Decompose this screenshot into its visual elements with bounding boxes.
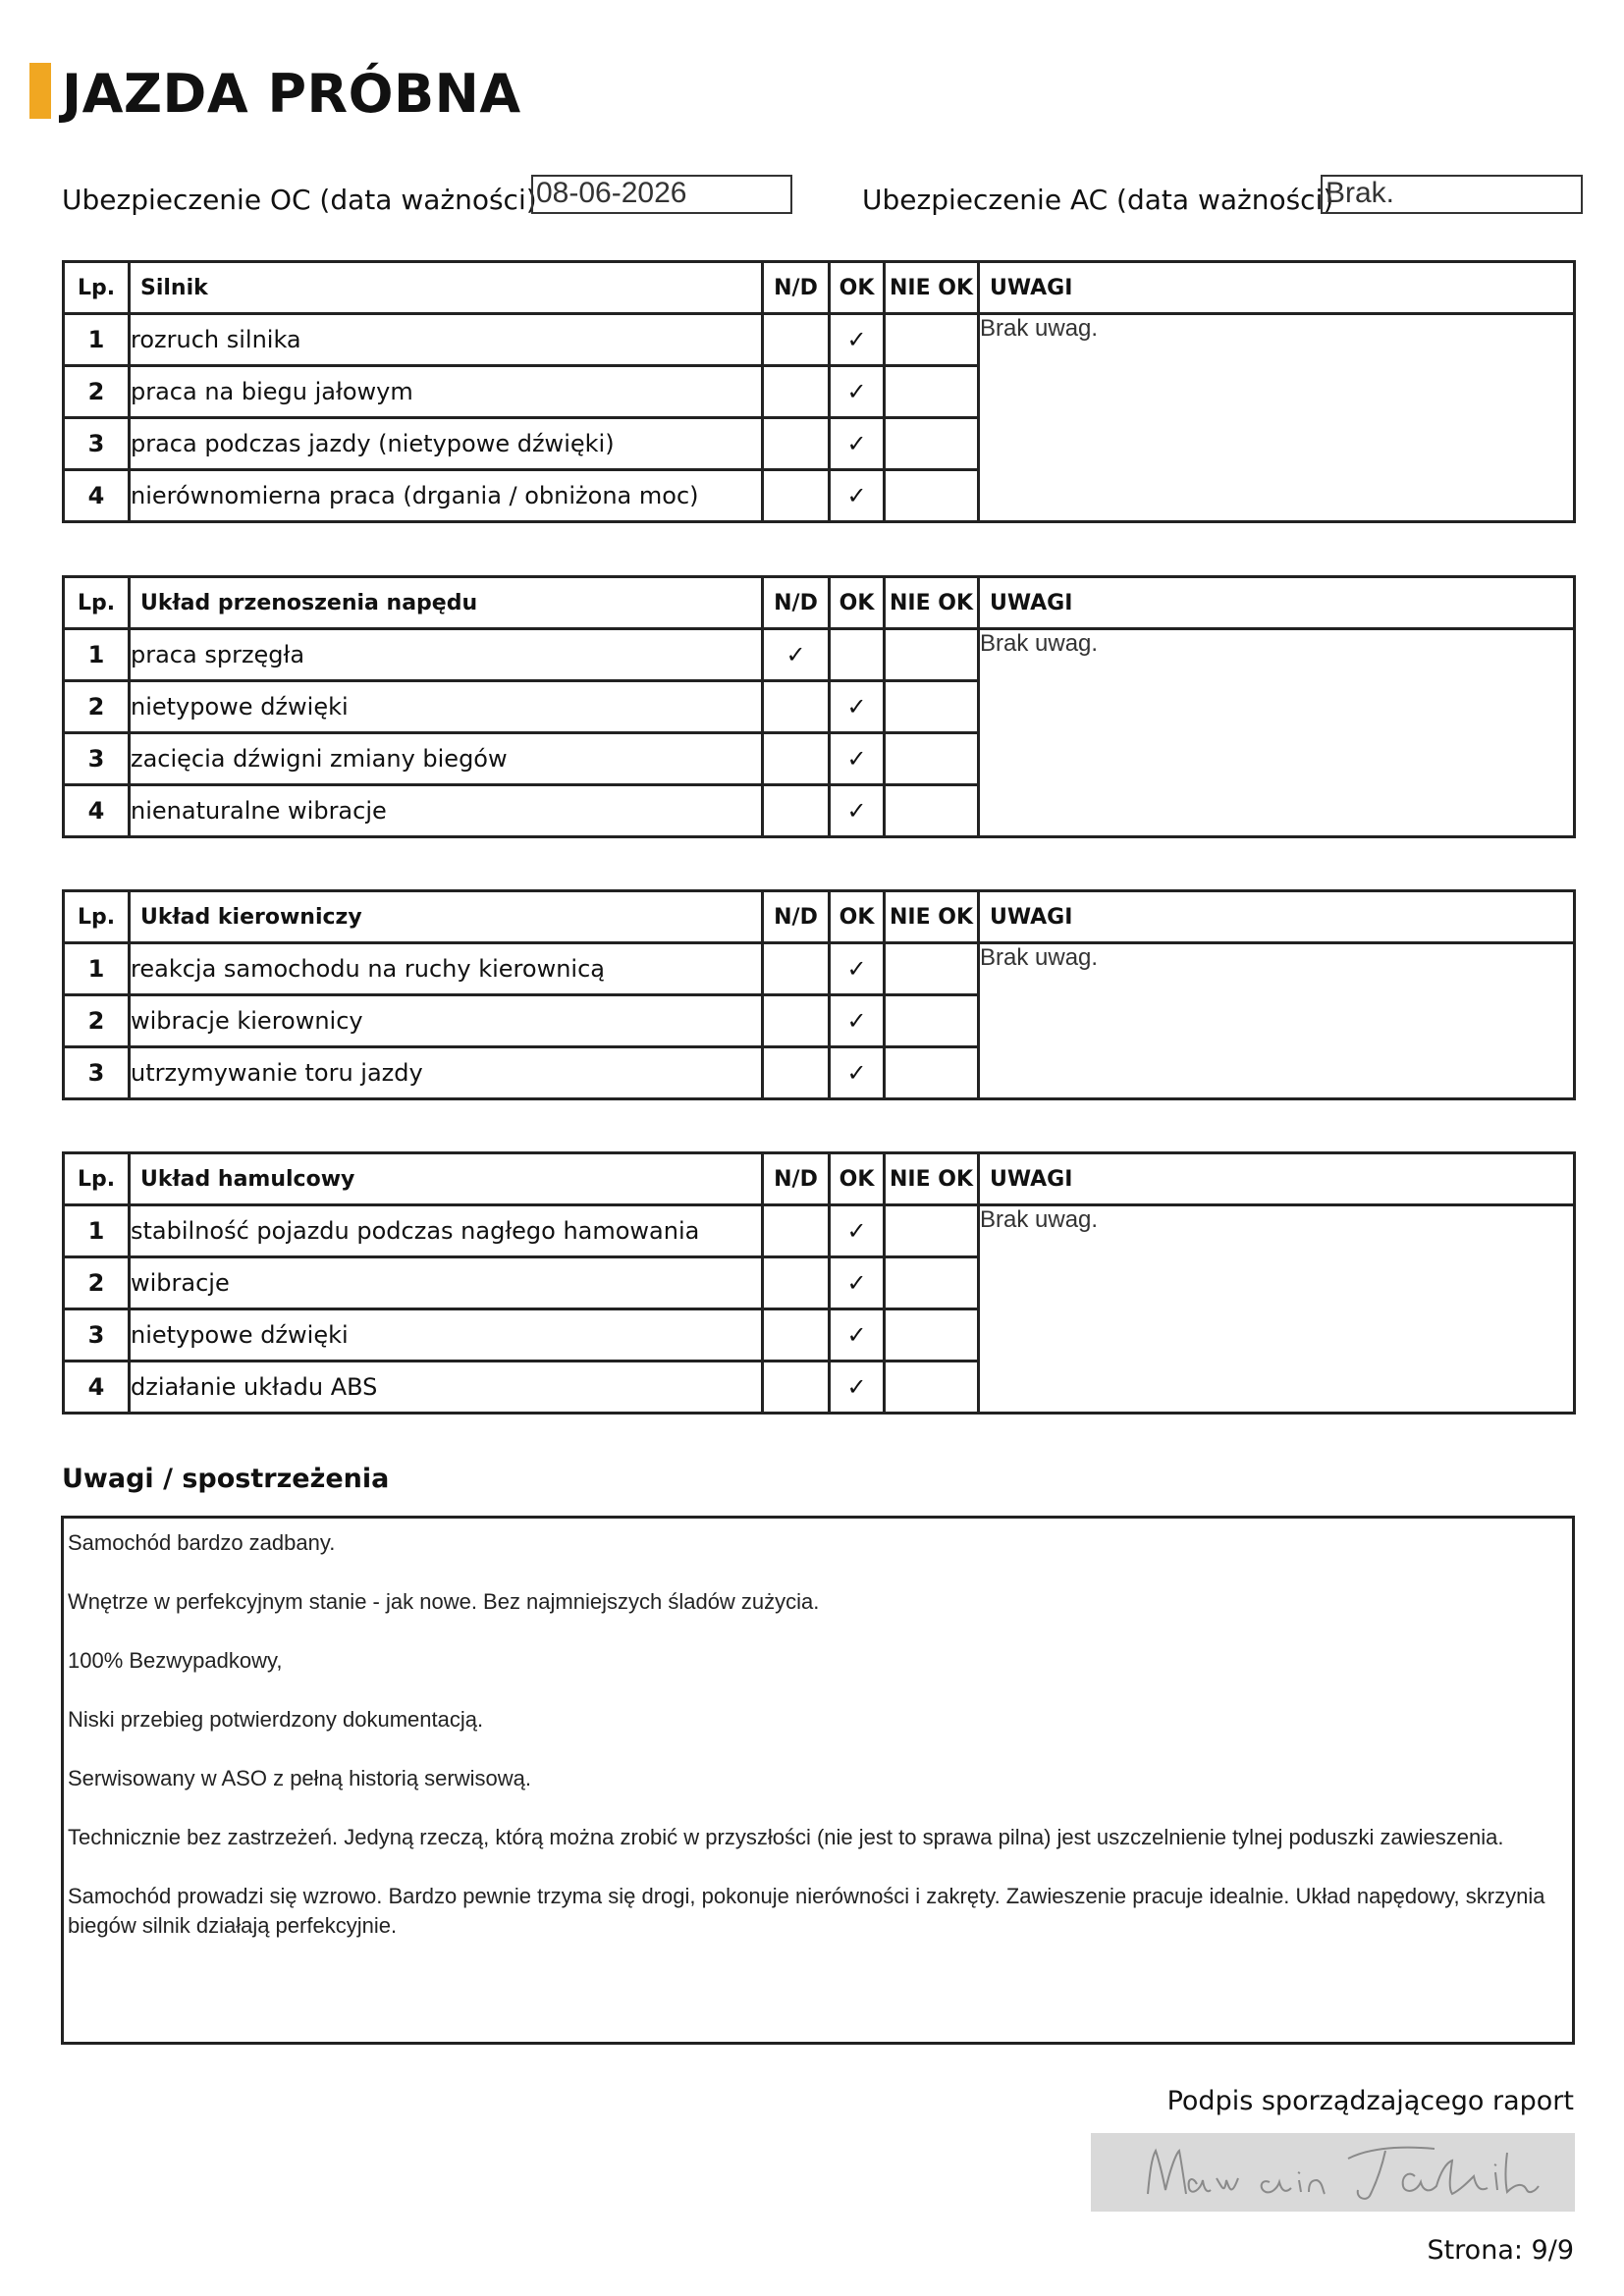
col-nd-header: N/D bbox=[763, 1153, 830, 1205]
section-title: Układ hamulcowy bbox=[130, 1153, 763, 1205]
row-number: 2 bbox=[64, 995, 130, 1047]
page-number: Strona: 9/9 bbox=[1427, 2235, 1574, 2266]
nd-checkbox[interactable] bbox=[763, 366, 830, 418]
nieok-checkbox[interactable] bbox=[885, 785, 979, 837]
nieok-checkbox[interactable] bbox=[885, 733, 979, 785]
signature-image bbox=[1091, 2133, 1575, 2212]
col-ok-header: OK bbox=[830, 262, 885, 314]
item-label: rozruch silnika bbox=[130, 314, 763, 366]
row-number: 4 bbox=[64, 470, 130, 522]
nieok-checkbox[interactable] bbox=[885, 629, 979, 681]
nieok-checkbox[interactable] bbox=[885, 418, 979, 470]
nieok-checkbox[interactable] bbox=[885, 1362, 979, 1414]
checklist-table bbox=[62, 889, 1576, 1100]
check-mark-icon: ✓ bbox=[846, 1059, 867, 1087]
item-label: praca podczas jazdy (nietypowe dźwięki) bbox=[130, 418, 763, 470]
ok-checkbox[interactable] bbox=[830, 1205, 885, 1257]
observation-line: Niski przebieg potwierdzony dokumentacją. bbox=[68, 1707, 484, 1732]
col-nd-header: N/D bbox=[763, 577, 830, 629]
col-nieok-header: NIE OK bbox=[885, 262, 979, 314]
signature-label: Podpis sporządzającego raport bbox=[1166, 2086, 1574, 2116]
observations-box bbox=[61, 1516, 1575, 2045]
nd-checkbox[interactable] bbox=[763, 470, 830, 522]
col-uwagi-header: UWAGI bbox=[979, 1153, 1575, 1205]
col-lp-header: Lp. bbox=[64, 891, 130, 943]
table-row bbox=[64, 314, 1575, 366]
check-mark-icon: ✓ bbox=[846, 326, 867, 353]
section-notes: Brak uwag. bbox=[979, 314, 1575, 522]
item-label: nienaturalne wibracje bbox=[130, 785, 763, 837]
section-notes: Brak uwag. bbox=[979, 1205, 1575, 1414]
ok-checkbox[interactable] bbox=[830, 629, 885, 681]
item-label: wibracje bbox=[130, 1257, 763, 1309]
ok-checkbox[interactable] bbox=[830, 418, 885, 470]
table-header-row bbox=[64, 1153, 1575, 1205]
observation-line: Wnętrze w perfekcyjnym stanie - jak nowe. Bez najmniejszych śladów zużycia. bbox=[68, 1589, 820, 1614]
section-notes: Brak uwag. bbox=[979, 629, 1575, 837]
nd-checkbox[interactable] bbox=[763, 943, 830, 995]
col-uwagi-header: UWAGI bbox=[979, 577, 1575, 629]
ok-checkbox[interactable] bbox=[830, 1362, 885, 1414]
ok-checkbox[interactable] bbox=[830, 995, 885, 1047]
nieok-checkbox[interactable] bbox=[885, 681, 979, 733]
col-uwagi-header: UWAGI bbox=[979, 891, 1575, 943]
checklist-table bbox=[62, 575, 1576, 838]
section-title: Układ przenoszenia napędu bbox=[130, 577, 763, 629]
row-number: 3 bbox=[64, 418, 130, 470]
ok-checkbox[interactable] bbox=[830, 1047, 885, 1099]
row-number: 4 bbox=[64, 1362, 130, 1414]
col-nd-header: N/D bbox=[763, 891, 830, 943]
check-mark-icon: ✓ bbox=[846, 1217, 867, 1245]
item-label: nietypowe dźwięki bbox=[130, 681, 763, 733]
item-label: wibracje kierownicy bbox=[130, 995, 763, 1047]
ok-checkbox[interactable] bbox=[830, 366, 885, 418]
nd-checkbox[interactable] bbox=[763, 733, 830, 785]
check-mark-icon: ✓ bbox=[846, 1007, 867, 1035]
ok-checkbox[interactable] bbox=[830, 1257, 885, 1309]
ok-checkbox[interactable] bbox=[830, 1309, 885, 1362]
row-number: 1 bbox=[64, 943, 130, 995]
table-row bbox=[64, 943, 1575, 995]
row-number: 3 bbox=[64, 1309, 130, 1362]
nd-checkbox[interactable] bbox=[763, 629, 830, 681]
nd-checkbox[interactable] bbox=[763, 1257, 830, 1309]
title-accent-bar bbox=[29, 63, 51, 119]
nd-checkbox[interactable] bbox=[763, 995, 830, 1047]
item-label: utrzymywanie toru jazdy bbox=[130, 1047, 763, 1099]
observation-line: Technicznie bez zastrzeżeń. Jedyną rzeczą, którą można zrobić w przyszłości (nie jest to sprawa pilna) jest uszczelnienie tylnej poduszki zawieszenia. bbox=[68, 1825, 1504, 1849]
check-mark-icon: ✓ bbox=[846, 955, 867, 983]
col-ok-header: OK bbox=[830, 577, 885, 629]
check-mark-icon: ✓ bbox=[846, 1373, 867, 1401]
section-notes: Brak uwag. bbox=[979, 943, 1575, 1099]
nieok-checkbox[interactable] bbox=[885, 1257, 979, 1309]
oc-insurance-date-field[interactable]: 08-06-2026 bbox=[531, 175, 792, 214]
row-number: 2 bbox=[64, 366, 130, 418]
nd-checkbox[interactable] bbox=[763, 314, 830, 366]
nd-checkbox[interactable] bbox=[763, 1309, 830, 1362]
section-title: Silnik bbox=[130, 262, 763, 314]
col-lp-header: Lp. bbox=[64, 1153, 130, 1205]
check-mark-icon: ✓ bbox=[846, 1321, 867, 1349]
item-label: praca sprzęgła bbox=[130, 629, 763, 681]
row-number: 1 bbox=[64, 1205, 130, 1257]
check-mark-icon: ✓ bbox=[846, 378, 867, 405]
page-title: JAZDA PRÓBNA bbox=[62, 63, 521, 125]
check-mark-icon: ✓ bbox=[846, 482, 867, 509]
table-header-row bbox=[64, 262, 1575, 314]
item-label: praca na biegu jałowym bbox=[130, 366, 763, 418]
col-lp-header: Lp. bbox=[64, 577, 130, 629]
ac-insurance-label: Ubezpieczenie AC (data ważności) bbox=[862, 184, 1334, 216]
nd-checkbox[interactable] bbox=[763, 681, 830, 733]
col-nd-header: N/D bbox=[763, 262, 830, 314]
ok-checkbox[interactable] bbox=[830, 733, 885, 785]
col-uwagi-header: UWAGI bbox=[979, 262, 1575, 314]
item-label: zacięcia dźwigni zmiany biegów bbox=[130, 733, 763, 785]
table-header-row bbox=[64, 577, 1575, 629]
nieok-checkbox[interactable] bbox=[885, 943, 979, 995]
check-mark-icon: ✓ bbox=[846, 1269, 867, 1297]
row-number: 3 bbox=[64, 1047, 130, 1099]
nieok-checkbox[interactable] bbox=[885, 314, 979, 366]
ok-checkbox[interactable] bbox=[830, 314, 885, 366]
ok-checkbox[interactable] bbox=[830, 681, 885, 733]
row-number: 4 bbox=[64, 785, 130, 837]
check-mark-icon: ✓ bbox=[846, 745, 867, 773]
observation-line: Samochód prowadzi się wzrowo. Bardzo pewnie trzyma się drogi, pokonuje nierówności i zakręty. Zawieszenie pracuje idealnie. Układ napędowy, skrzynia biegów silnik działają perfekcyjnie. bbox=[68, 1884, 1545, 1938]
nieok-checkbox[interactable] bbox=[885, 470, 979, 522]
item-label: nietypowe dźwięki bbox=[130, 1309, 763, 1362]
nieok-checkbox[interactable] bbox=[885, 1205, 979, 1257]
row-number: 3 bbox=[64, 733, 130, 785]
nd-checkbox[interactable] bbox=[763, 1205, 830, 1257]
handwritten-signature bbox=[1091, 2133, 1575, 2212]
row-number: 2 bbox=[64, 681, 130, 733]
row-number: 1 bbox=[64, 629, 130, 681]
check-mark-icon: ✓ bbox=[846, 693, 867, 721]
ok-checkbox[interactable] bbox=[830, 470, 885, 522]
col-nieok-header: NIE OK bbox=[885, 577, 979, 629]
nieok-checkbox[interactable] bbox=[885, 1047, 979, 1099]
ok-checkbox[interactable] bbox=[830, 943, 885, 995]
ok-checkbox[interactable] bbox=[830, 785, 885, 837]
item-label: stabilność pojazdu podczas nagłego hamowania bbox=[130, 1205, 763, 1257]
col-ok-header: OK bbox=[830, 891, 885, 943]
section-title: Układ kierowniczy bbox=[130, 891, 763, 943]
nieok-checkbox[interactable] bbox=[885, 995, 979, 1047]
col-nieok-header: NIE OK bbox=[885, 891, 979, 943]
check-mark-icon: ✓ bbox=[846, 430, 867, 457]
observation-line: Serwisowany w ASO z pełną historią serwisową. bbox=[68, 1766, 531, 1790]
item-label: reakcja samochodu na ruchy kierownicą bbox=[130, 943, 763, 995]
observation-line: 100% Bezwypadkowy, bbox=[68, 1648, 283, 1673]
observation-line: Samochód bardzo zadbany. bbox=[68, 1530, 336, 1555]
observations-heading: Uwagi / spostrzeżenia bbox=[62, 1464, 390, 1494]
check-mark-icon: ✓ bbox=[785, 641, 806, 668]
ac-insurance-date-field[interactable]: Brak. bbox=[1321, 175, 1583, 214]
row-number: 1 bbox=[64, 314, 130, 366]
col-nieok-header: NIE OK bbox=[885, 1153, 979, 1205]
nieok-checkbox[interactable] bbox=[885, 366, 979, 418]
table-row bbox=[64, 629, 1575, 681]
item-label: nierównomierna praca (drgania / obniżona moc) bbox=[130, 470, 763, 522]
col-lp-header: Lp. bbox=[64, 262, 130, 314]
oc-insurance-label: Ubezpieczenie OC (data ważności) bbox=[62, 184, 537, 216]
checklist-table bbox=[62, 260, 1576, 523]
item-label: działanie układu ABS bbox=[130, 1362, 763, 1414]
col-ok-header: OK bbox=[830, 1153, 885, 1205]
row-number: 2 bbox=[64, 1257, 130, 1309]
table-row bbox=[64, 1205, 1575, 1257]
nd-checkbox[interactable] bbox=[763, 1047, 830, 1099]
nieok-checkbox[interactable] bbox=[885, 1309, 979, 1362]
table-header-row bbox=[64, 891, 1575, 943]
checklist-table bbox=[62, 1151, 1576, 1415]
check-mark-icon: ✓ bbox=[846, 797, 867, 825]
nd-checkbox[interactable] bbox=[763, 418, 830, 470]
nd-checkbox[interactable] bbox=[763, 1362, 830, 1414]
nd-checkbox[interactable] bbox=[763, 785, 830, 837]
